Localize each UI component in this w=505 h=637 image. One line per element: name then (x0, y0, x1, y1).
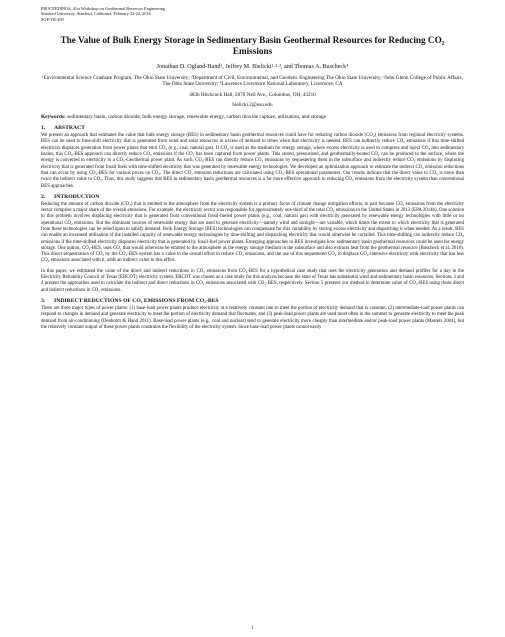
section-number: 1. (41, 125, 46, 132)
section-heading-introduction (41, 194, 464, 201)
section-title: INDIRECT REDUCTIONS OF CO₂ EMISSIONS FROM CO₂-BES (54, 297, 219, 304)
proceedings-header (41, 6, 464, 22)
paper-title: The Value of Bulk Energy Storage in Sedimentary Basin Geothermal Resources for Reducing CO₂ Emissions (60, 35, 445, 57)
section-number: 2. (41, 193, 46, 200)
section-heading-indirect-reductions (41, 298, 464, 305)
author-list: Jonathan D. Ogland-Hand¹, Jeffrey M. Bielicki¹·²·³, and Thomas A. Buscheck⁴ (156, 64, 349, 71)
section-number: 3. (41, 297, 46, 304)
page-number: 1 (251, 626, 254, 631)
keywords (41, 114, 464, 120)
indirect-reductions-paragraph: There are three major types of power plants: (1) base-load power plants produce electricity at a relatively constant rate to meet the portion of electricity demand that is constant, (2) intermediate-load power plants can respond to changes in demand and generate electricity to meet the portion of electricity demand that fluctuates, and (3) peak-load power plants are used most often in the summer to generate electricity to meet the peak demand from air-conditioning (Denholm & Hand 2011). Base-load power plants (e.g., coal and nuclear) tend to generate electricity more cheaply than intermediate and/or peak-load power plants (Masters 2004), but the relatively constant output of these power plants constrains the flexibility of the electricity system. Since base-load power plants cannot easily (41, 305, 464, 330)
section-title: INTRODUCTION (54, 193, 100, 200)
header-line: PROCEEDINGS, 41st Workshop on Geothermal Reservoir Engineering (41, 6, 166, 11)
section-heading-abstract (41, 125, 464, 132)
keywords-label: Keywords: (41, 113, 66, 120)
introduction-paragraph: In this paper, we estimated the value of the direct and indirect reductions in CO₂ emissions from CO₂-BES for a hypothetical case study that uses the electricity generation and demand profiles for a day in the Electricity Reliability Council of Texas (ERCOT) electricity system. ERCOT was chosen as a case study for this analysis because the state of Texas has substantial wind and sedimentary basin resources. Sections 3 and 4 present the approaches used to calculate the indirect and direct reductions in CO₂ emissions associated with CO₂-BES, respectively. Section 5 presents our method to determine value of CO₂-BES using those direct and indirect reductions in CO₂ emissions. (41, 268, 464, 293)
contact-email[interactable]: bielicki.2@osu.edu (232, 102, 273, 109)
introduction-paragraph: Reducing the amount of carbon dioxide (CO₂) that is emitted to the atmosphere from the electricity system is a primary focus of climate change mitigation efforts, in part because CO₂ emissions from the electricity sector comprise a major share of the overall emissions. For example, the electricity sector was responsible for approximately one-third of the total CO₂ emissions in the United States in 2013 (EPA 2014b). One solution to this problem involves displacing electricity that is generated from conventional fossil-fueled power plants (e.g., coal, natural gas) with electricity generated by renewable energy technologies with little or no operational CO₂ emissions. But the dominant sources of renewable energy that are used to generate electricity—namely wind and sunlight—are variable, which limits the extent to which electricity that is generated from these technologies can be relied upon to satisfy demand. Bulk Energy Storage (BES) technologies can compensate for this variability by storing excess electricity and dispatching it when needed. As a result, BES can enable an increased utilization of the installed capacity of renewable energy technologies by time-shifting and dispatching electricity that would otherwise be curtailed. This time-shifting can indirectly reduce CO₂ emissions if the time-shifted electricity displaces electricity that is generated by fossil-fuel power plants. Emerging approaches to BES investigate how sedimentary basin geothermal resources could be used for energy storage. One option, CO₂-BES, uses CO₂ that would otherwise be emitted to the atmosphere as the energy storage medium in the subsurface and also extracts heat from the geothermal resource (Buscheck et al. 2016). This direct sequestration of CO₂ by the CO₂-BES system has a value to the overall effort to reduce CO₂ emissions, and the use of this sequestered CO₂ to displace CO₂-intensive electricity with electricity that has less CO₂ emissions associated with it, adds an indirect value to this effort. (41, 201, 464, 264)
postal-address: 483b Hitchcock Hall, 2070 Neil Ave., Columbus, OH, 43210 (189, 91, 316, 98)
header-line: Stanford University, Stanford, California, February 22-24, 2016 (41, 11, 151, 17)
section-title: ABSTRACT (54, 125, 85, 132)
keywords-text: sedimentary basin, carbon dioxide, bulk energy storage, renewable energy, carbon dioxide capture, utilization, and storage (65, 113, 326, 120)
abstract-paragraph: We present an approach that estimates the value that bulk energy storage (BES) in sedimentary basin geothermal resources could have for reducing carbon dioxide (CO₂) emissions from regional electricity systems. BES can be used to time-shift electricity that is generated from wind and solar resources in excess of demand to times when that electricity is needed. BES can indirectly reduce CO₂ emissions if this time-shifted electricity displaces generation from power plants that emit CO₂ (e.g., coal, natural gas). If CO₂ is used as the medium for energy storage, where excess electricity is used to compress and inject CO₂ into sedimentary basins, this CO₂-BES approach can directly reduce CO₂ emissions if the CO₂ has been captured from power plants. This stored, pressurized, and geothermally-heated CO₂ can be produced to the surface, where the energy is converted to electricity in a CO₂-Geothermal power plant. As such, CO₂-BES can directly reduce CO₂ emissions by sequestering them in the subsurface and indirectly reduce CO₂ emissions by displacing electricity that is generated from fossil fuels with time-shifted electricity that was generated by renewable energy technologies. We developed an optimization approach to estimate the indirect CO₂ emission reductions that can occur by using CO₂-BES for various prices on CO₂. The direct CO₂ emission reductions are calculated using CO₂-BES operational parameters. Our results indicate that the direct value to CO₂ is more than twice the indirect value to CO₂. Thus, this study suggests that BES in sedimentary basin geothermal resources is a far more effective approach to reducing CO₂ emissions from the electricity system than conventional BES approaches. (41, 133, 464, 189)
affiliations: ¹Environmental Science Graduate Program, The Ohio State University; ²Department of Civil, Environmental, and Geodetic Engineering The Ohio State University; ³John Glenn College of Public Affairs, The Ohio State University; ⁴Lawrence Livermore National Laboratory, Livermore, CA (41, 74, 463, 88)
header-line: SGP-TR-209 (41, 16, 64, 22)
